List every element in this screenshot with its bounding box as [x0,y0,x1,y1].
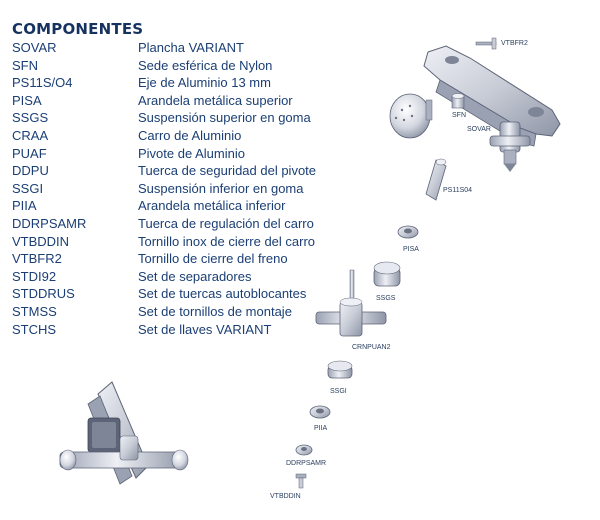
part-description: Arandela metálica superior [138,92,293,108]
part-code: STCHS [12,321,57,337]
part-code: DDPU [12,163,49,179]
part-description: Set de separadores [138,268,252,284]
part-code: VTBFR2 [12,251,62,267]
label-sovar: SOVAR [467,126,491,133]
part-code: PUAF [12,145,47,161]
vtbddin-screw-part [296,474,306,488]
sovar-plate-part [424,46,560,172]
part-description: Set de tornillos de montaje [138,303,292,319]
part-code: STDDRUS [12,286,75,302]
label-ssgs: SSGS [376,295,396,302]
sfn-spherical-seat-part [452,94,464,109]
part-description: Suspensión superior en goma [138,110,311,126]
part-code: DDRPSAMR [12,215,87,231]
part-code: SFN [12,57,38,73]
vtbfr2-screw-part [476,38,496,49]
part-code: SOVAR [12,40,57,55]
label-crnpuan2: CRNPUAN2 [352,344,391,351]
part-description: Tuerca de regulación del carro [138,215,314,231]
part-code: STMSS [12,303,57,319]
part-code: CRAA [12,127,49,143]
piia-washer-part [310,406,330,418]
part-description: Tornillo de cierre del freno [138,251,288,267]
part-description: Sede esférica de Nylon [138,57,273,73]
label-ps11s04: PS11S04 [443,187,473,194]
part-description: Arandela metálica inferior [138,198,286,214]
label-ddrpsamr: DDRPSAMR [286,460,327,467]
part-code: SSGS [12,110,49,126]
part-description: Suspensión inferior en goma [138,180,304,196]
pisa-washer-part [398,226,418,238]
ddrpsamr-nut-part [296,445,312,455]
label-ssgi: SSGI [330,388,347,395]
part-description: Plancha VARIANT [138,40,244,55]
assembled-truck-illustration [60,382,188,484]
dome-ball-part [390,94,432,138]
part-code: VTBDDIN [12,233,70,249]
part-description: Eje de Aluminio 13 mm [138,75,271,91]
ssgs-rubber-suspension-part [374,262,400,286]
ssgi-rubber-suspension-part [328,361,352,378]
part-description: Pivote de Aluminio [138,145,245,161]
part-code: PIIA [12,198,37,214]
part-description: Tuerca de seguridad del pivote [138,163,317,179]
part-description: Set de llaves VARIANT [138,321,272,337]
label-vtbddin: VTBDDIN [270,493,301,500]
label-sfn: SFN [452,112,466,119]
part-description: Tornillo inox de cierre del carro [138,233,316,249]
part-description: Set de tuercas autoblocantes [138,286,307,302]
label-piia: PIIA [314,425,328,432]
part-code: STDI92 [12,268,57,284]
part-code: PS11S/O4 [12,75,73,91]
part-description: Carro de Aluminio [138,127,242,143]
part-code: SSGI [12,180,44,196]
part-code: PISA [12,92,42,108]
label-vtbfr2: VTBFR2 [501,40,528,47]
label-pisa: PISA [403,246,419,253]
legend-title: COMPONENTES [12,20,144,38]
